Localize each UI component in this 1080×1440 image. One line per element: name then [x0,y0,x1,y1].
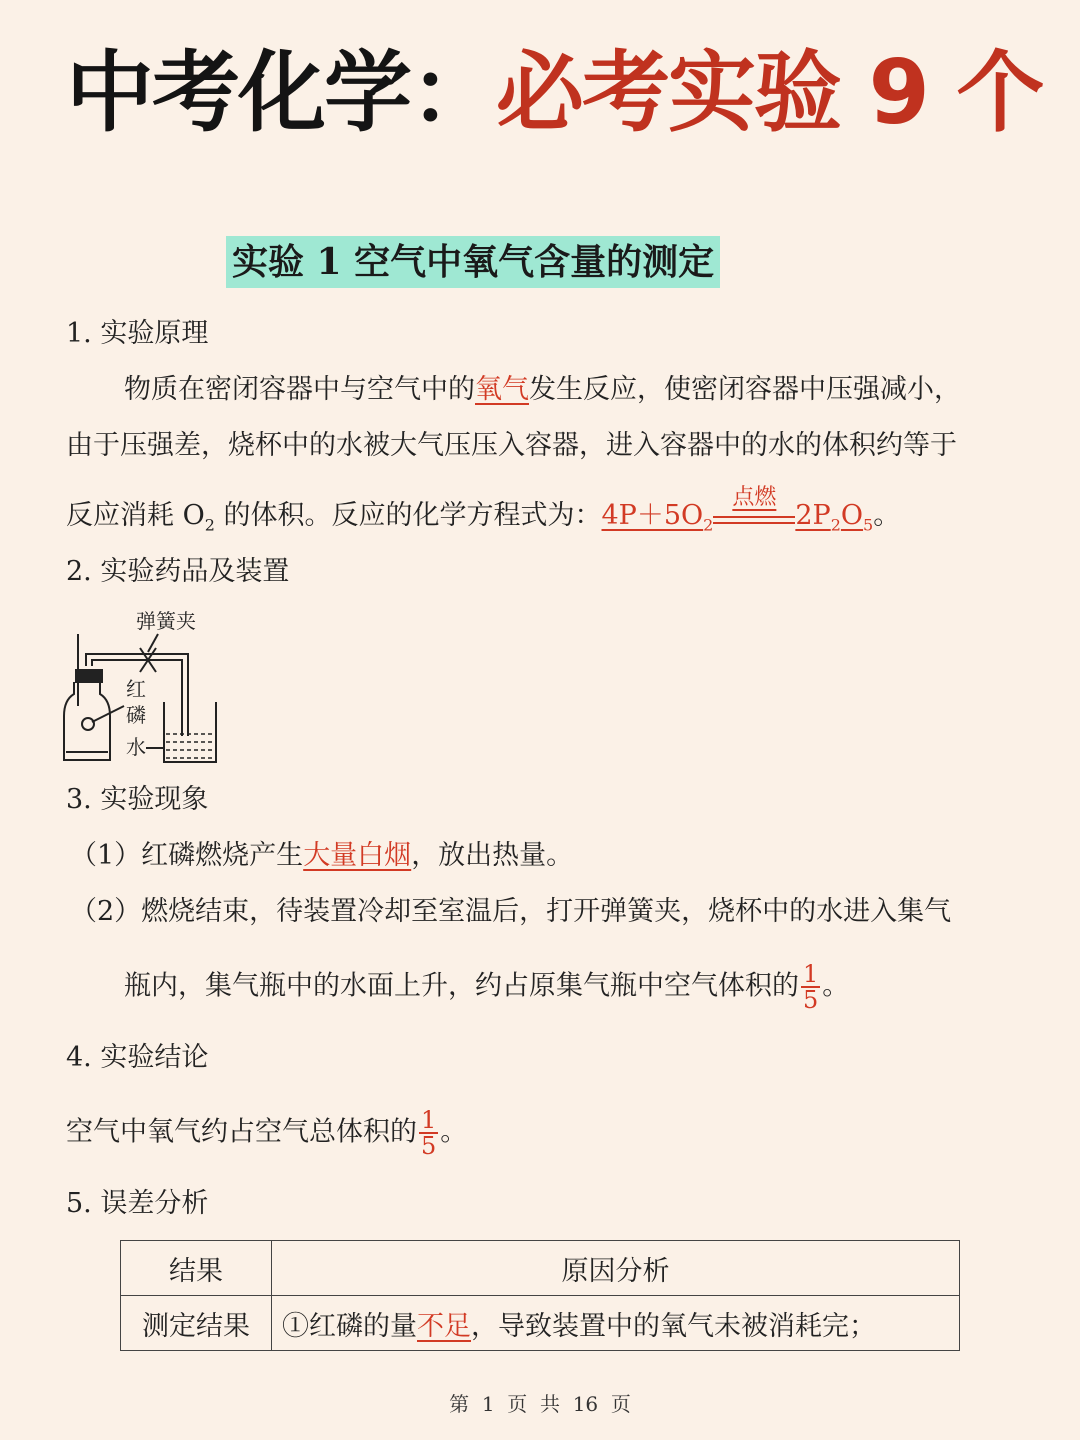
conclusion-fraction [419,1108,438,1158]
apparatus-diagram [60,606,230,776]
table-row [121,1296,960,1351]
conclusion-end: 。 [440,1116,468,1148]
eq-right-a: 2P [795,500,831,531]
row-result: 测定结果 [121,1296,272,1351]
row-reason-a: ①红磷的量 [282,1310,417,1342]
clamp-pointer [148,634,158,652]
row-reason-b: ，导致装置中的氧气未被消耗完； [471,1310,876,1342]
phenomenon-1 [70,836,573,876]
beaker-water [166,734,214,758]
frac-num: 1 [803,960,819,988]
header-result: 结果 [121,1241,272,1296]
eq-condition-label: 点燃 [732,485,777,510]
section-conclusion: 4. 实验结论 [66,1042,209,1073]
table-header-row [121,1241,960,1296]
conclusion-frac-den: 5 [421,1132,437,1160]
section-apparatus: 2. 实验药品及装置 [66,556,290,587]
eq-right-b: O [840,500,864,531]
phenomenon-2-line-2 [124,962,849,1012]
equation-left [601,500,714,535]
p1-a: （1）红磷燃烧产生 [70,840,304,871]
eq-right-sub1: 2 [830,515,841,535]
row-reason [272,1296,960,1351]
stopper [76,670,102,682]
p1-white-smoke: 大量白烟 [303,840,412,871]
conclusion-text [66,1108,467,1158]
page-title [66,38,1043,148]
principle-l1-b: 发生反应，使密闭容器中压强减小， [529,374,961,405]
label-clamp: 弹簧夹 [136,609,196,633]
p1-b: ，放出热量。 [411,840,574,871]
equation-right [795,500,874,535]
frac-den: 5 [803,986,819,1014]
p2-l2-text: 瓶内，集气瓶中的水面上升，约占原集气瓶中空气体积的 [124,970,799,1002]
principle-line-3 [66,485,901,545]
section-error-analysis: 5. 误差分析 [66,1188,209,1219]
eq-right-sub2: 5 [863,515,874,535]
principle-l3-sub: 2 [204,515,215,535]
header-reason: 原因分析 [272,1241,960,1296]
eq-left-sub: 2 [703,515,714,535]
title-black: 中考化学： [66,41,497,144]
eq-end: 。 [873,500,901,531]
label-phos-1: 红 [126,677,146,701]
principle-l3-a: 反应消耗 O [66,500,205,531]
principle-l1-a: 物质在密闭容器中与空气中的 [124,374,475,405]
equation-condition [713,485,795,524]
principle-l3-b: 的体积。反应的化学方程式为： [214,500,602,531]
p2-end: 。 [822,970,850,1002]
phos-pointer [92,706,124,722]
beaker [164,702,216,762]
page-footer: 第 1 页 共 16 页 [449,1392,631,1416]
row-reason-insufficient: 不足 [417,1310,471,1342]
label-water: 水 [126,735,146,759]
experiment-heading: 实验 1 空气中氧气含量的测定 [226,236,720,288]
principle-oxygen: 氧气 [475,374,529,405]
eq-left-text: 4P＋5O [601,500,704,531]
phosphorus-spoon [82,718,94,730]
gas-bottle [64,682,110,760]
section-phenomena: 3. 实验现象 [66,784,209,815]
conclusion-frac-num: 1 [421,1106,437,1134]
error-analysis-table [120,1240,960,1351]
conclusion-main: 空气中氧气约占空气总体积的 [66,1116,417,1148]
principle-line-2: 由于压强差，烧杯中的水被大气压压入容器，进入容器中的水的体积约等于 [66,430,957,461]
section-principle: 1. 实验原理 [66,318,209,349]
phenomenon-2-line-1: （2）燃烧结束，待装置冷却至室温后，打开弹簧夹，烧杯中的水进入集气 [70,896,952,927]
principle-line-1 [124,370,961,410]
title-red: 必考实验 9 个 [496,41,1043,144]
fraction-one-fifth [801,962,820,1012]
label-phos-2: 磷 [126,703,146,727]
